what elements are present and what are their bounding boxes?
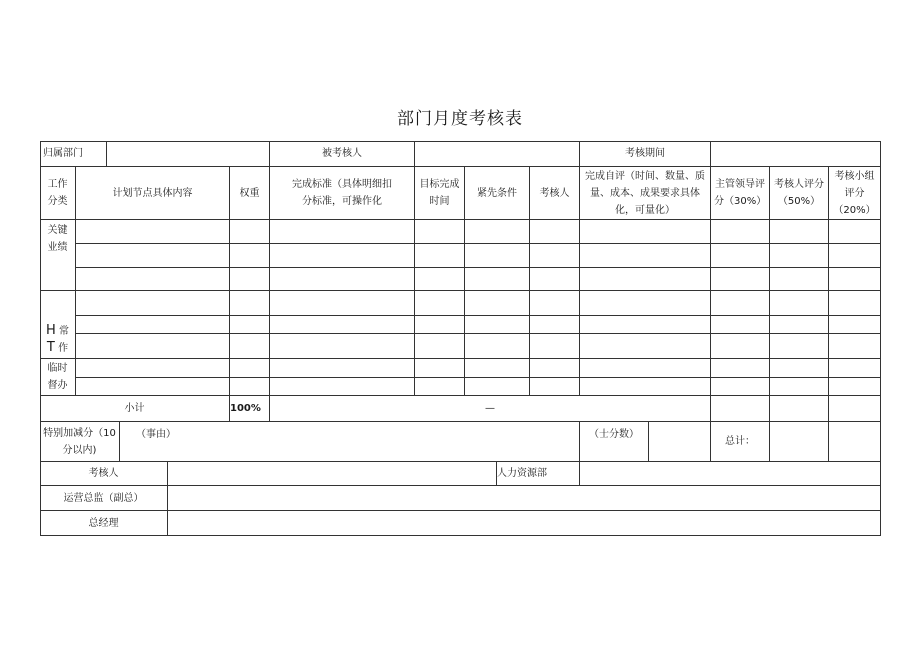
daily-row-3-assessor[interactable] [530, 334, 580, 359]
document-title: 部门月度考核表 [397, 109, 523, 129]
col-assessor: 考核人 [530, 167, 580, 220]
key-row-2-time[interactable] [415, 244, 465, 268]
key-row-2-content[interactable] [76, 244, 230, 268]
temp-row-2-time[interactable] [415, 378, 465, 396]
temp-row-1-s1[interactable] [711, 359, 770, 378]
daily-chang: 常 [58, 326, 69, 337]
key-row-1-assessor[interactable] [530, 220, 580, 244]
daily-row-2-s1[interactable] [711, 316, 770, 334]
daily-row-2-s2[interactable] [770, 316, 829, 334]
daily-row-1-s2[interactable] [770, 291, 829, 316]
daily-row-1-weight[interactable] [230, 291, 270, 316]
col-category: 工作分类 [40, 167, 76, 220]
total-label: 总计： [711, 422, 770, 462]
daily-row-2-s3[interactable] [829, 316, 881, 334]
daily-row-2-assessor[interactable] [530, 316, 580, 334]
daily-row-1-s1[interactable] [711, 291, 770, 316]
dept-value[interactable] [107, 141, 270, 167]
temp-row-2-standard[interactable] [270, 378, 415, 396]
section-temp-supervision: 临时督办 [40, 359, 76, 396]
assessee-value[interactable] [415, 141, 580, 167]
subtotal-dash: — [270, 396, 711, 422]
period-label: 考核期间 [580, 141, 711, 167]
daily-row-1-assessor[interactable] [530, 291, 580, 316]
assessment-table [40, 141, 881, 536]
temp-row-1-self[interactable] [580, 359, 711, 378]
bonus-reason[interactable]: （事由） [120, 422, 580, 462]
col-priority: 紧先条件 [465, 167, 530, 220]
key-row-1-weight[interactable] [230, 220, 270, 244]
subtotal-label: 小计 [40, 396, 230, 422]
bonus-points[interactable]: （士分数） [580, 422, 649, 462]
daily-row-3-priority[interactable] [465, 334, 530, 359]
sign-assessor-label: 考核人 [40, 462, 168, 486]
daily-t: T [46, 340, 55, 355]
bonus-points-value[interactable] [649, 422, 711, 462]
total-value[interactable] [770, 422, 829, 462]
key-row-2-s3[interactable] [829, 244, 881, 268]
temp-row-2-weight[interactable] [230, 378, 270, 396]
key-row-2-priority[interactable] [465, 244, 530, 268]
subtotal-s3[interactable] [829, 396, 881, 422]
temp-row-1-priority[interactable] [465, 359, 530, 378]
daily-h: H [46, 323, 56, 338]
key-row-3-weight[interactable] [230, 268, 270, 291]
temp-row-2-self[interactable] [580, 378, 711, 396]
daily-row-2-weight[interactable] [230, 316, 270, 334]
daily-row-1-self[interactable] [580, 291, 711, 316]
daily-row-1-content[interactable] [76, 291, 230, 316]
section-daily-work [40, 291, 76, 359]
subtotal-s2[interactable] [770, 396, 829, 422]
subtotal-weight: 100% [230, 396, 270, 422]
bonus-label: 特别加减分（10分以内) [40, 422, 120, 462]
key-row-3-time[interactable] [415, 268, 465, 291]
daily-row-1-standard[interactable] [270, 291, 415, 316]
daily-row-1-s3[interactable] [829, 291, 881, 316]
key-row-1-priority[interactable] [465, 220, 530, 244]
section-key-performance: 关键业绩 [40, 220, 76, 291]
sign-gm-label: 总经理 [40, 511, 168, 536]
daily-row-3-content[interactable] [76, 334, 230, 359]
key-row-3-s2[interactable] [770, 268, 829, 291]
key-row-3-s1[interactable] [711, 268, 770, 291]
sign-hr-value[interactable] [580, 462, 881, 486]
daily-row-3-s3[interactable] [829, 334, 881, 359]
temp-row-2-priority[interactable] [465, 378, 530, 396]
key-row-1-time[interactable] [415, 220, 465, 244]
sign-hr-label: 人力资源部 [497, 462, 580, 486]
key-row-3-self[interactable] [580, 268, 711, 291]
key-row-1-content[interactable] [76, 220, 230, 244]
daily-row-3-s2[interactable] [770, 334, 829, 359]
daily-row-2-standard[interactable] [270, 316, 415, 334]
key-row-1-s3[interactable] [829, 220, 881, 244]
dept-label: 归属部门 [40, 141, 107, 167]
daily-row-3-time[interactable] [415, 334, 465, 359]
key-row-3-standard[interactable] [270, 268, 415, 291]
key-row-1-self[interactable] [580, 220, 711, 244]
daily-row-1-priority[interactable] [465, 291, 530, 316]
sign-ops-director-label: 运营总监（副总） [40, 486, 168, 511]
sign-gm-value[interactable] [168, 511, 881, 536]
temp-row-1-s3[interactable] [829, 359, 881, 378]
col-content: 计划节点具体内容 [76, 167, 230, 220]
daily-row-2-self[interactable] [580, 316, 711, 334]
key-row-2-s2[interactable] [770, 244, 829, 268]
daily-row-3-self[interactable] [580, 334, 711, 359]
key-row-3-priority[interactable] [465, 268, 530, 291]
col-group-score: 考核小组评分（20%） [829, 167, 881, 220]
temp-row-1-standard[interactable] [270, 359, 415, 378]
key-row-2-standard[interactable] [270, 244, 415, 268]
temp-row-1-time[interactable] [415, 359, 465, 378]
sign-assessor-value[interactable] [168, 462, 497, 486]
col-target-time: 目标完成时间 [415, 167, 465, 220]
key-row-2-assessor[interactable] [530, 244, 580, 268]
key-row-1-s2[interactable] [770, 220, 829, 244]
key-row-3-assessor[interactable] [530, 268, 580, 291]
period-value[interactable] [711, 141, 881, 167]
daily-zuo: 作 [58, 343, 69, 354]
col-leader-score: 主管领导评分（30%） [711, 167, 770, 220]
temp-row-1-assessor[interactable] [530, 359, 580, 378]
temp-row-2-content[interactable] [76, 378, 230, 396]
temp-row-2-s3[interactable] [829, 378, 881, 396]
daily-row-2-content[interactable] [76, 316, 230, 334]
col-assessor-score: 考核人评分（50%） [770, 167, 829, 220]
subtotal-s1[interactable] [711, 396, 770, 422]
daily-row-3-weight[interactable] [230, 334, 270, 359]
temp-row-1-weight[interactable] [230, 359, 270, 378]
col-self-eval: 完成自评（时间、数量、质量、成本、成果要求具体化，可量化） [580, 167, 711, 220]
daily-row-3-standard[interactable] [270, 334, 415, 359]
temp-row-2-assessor[interactable] [530, 378, 580, 396]
col-weight: 权重 [230, 167, 270, 220]
assessee-label: 被考核人 [270, 141, 415, 167]
key-row-2-s1[interactable] [711, 244, 770, 268]
col-standard: 完成标准（具体明细扣分标准，可操作化 [270, 167, 415, 220]
key-row-2-weight[interactable] [230, 244, 270, 268]
daily-row-3-s1[interactable] [711, 334, 770, 359]
key-row-3-s3[interactable] [829, 268, 881, 291]
temp-row-1-s2[interactable] [770, 359, 829, 378]
total-value-2[interactable] [829, 422, 881, 462]
temp-row-2-s2[interactable] [770, 378, 829, 396]
key-row-2-self[interactable] [580, 244, 711, 268]
key-row-3-content[interactable] [76, 268, 230, 291]
key-row-1-s1[interactable] [711, 220, 770, 244]
sign-ops-director-value[interactable] [168, 486, 881, 511]
daily-row-1-time[interactable] [415, 291, 465, 316]
daily-row-2-priority[interactable] [465, 316, 530, 334]
temp-row-1-content[interactable] [76, 359, 230, 378]
daily-row-2-time[interactable] [415, 316, 465, 334]
temp-row-2-s1[interactable] [711, 378, 770, 396]
key-row-1-standard[interactable] [270, 220, 415, 244]
